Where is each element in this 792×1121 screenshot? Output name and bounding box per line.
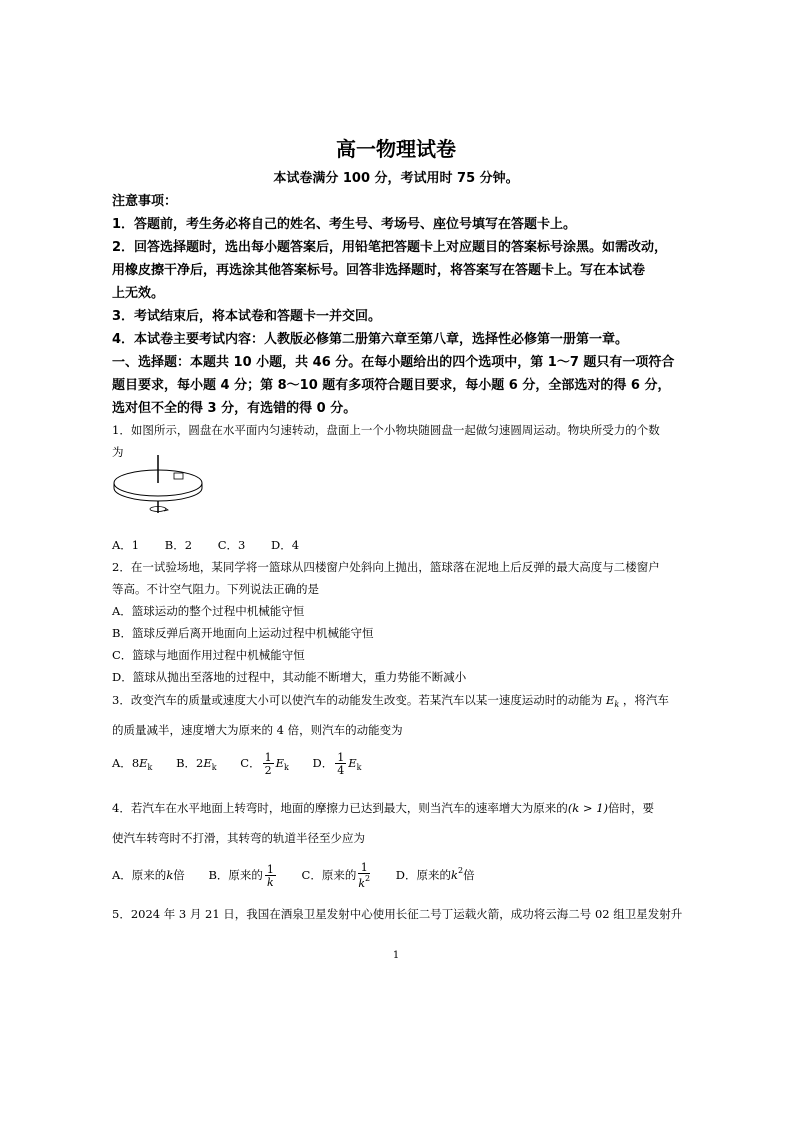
q1-choice-b[interactable]: B．2 [164,538,193,552]
note-2: 2．回答选择题时，选出每小题答案后，用铅笔把答题卡上对应题目的答案标号涂黑。如需改动， [112,240,668,255]
q4-choice-c[interactable]: C．原来的 $\frac{1}{k^2}$ [301,861,371,890]
q2-stem: 2．在一试验场地，某同学将一篮球从四楼窗户处斜向上抛出，篮球落在泥地上后反弹的最大高度与二楼窗户 [112,560,660,574]
section-heading: 一、选择题：本题共 10 小题，共 46 分。在每小题给出的四个选项中，第 1～7 题只有一项符合 [112,355,675,370]
page-title: 高一物理试卷 [336,137,456,161]
rotating-disk-figure [110,455,205,515]
note-3: 3．考试结束后，将本试卷和答题卡一并交回。 [112,309,382,324]
q2-choice-a[interactable]: A．篮球运动的整个过程中机械能守恒 [112,604,305,618]
q4-choice-b[interactable]: B．原来的 $\frac{1}{k}$ [208,862,274,889]
notes-heading: 注意事项： [112,194,178,209]
q1-stem-cont: 为 [112,445,124,459]
q3-choice-d[interactable]: D． $\frac{1}{4}$ $E_k$ [312,751,362,777]
q1-stem: 1．如图所示，圆盘在水平面内匀速转动，盘面上一个小物块随圆盘一起做匀速圆周运动。物块所受力的个数 [112,423,660,437]
note-2-end: 上无效。 [112,286,165,301]
q3-choices [112,752,362,776]
q5-stem: 5．2024 年 3 月 21 日，我国在酒泉卫星发射中心使用长征二号丁运载火箭，成功将云海二号 02 组卫星发射升 [112,907,683,921]
q2-choice-d[interactable]: D．篮球从抛出至落地的过程中，其动能不断增大，重力势能不断减小 [112,670,467,684]
exam-subtitle: 本试卷满分 100 分，考试用时 75 分钟。 [273,171,519,186]
q3-stem-b: ，将汽车 [622,693,669,707]
q1-choices [112,537,321,553]
section-heading-end: 选对但不全的得 3 分，有选错的得 0 分。 [112,401,357,416]
q3-stem [112,692,669,709]
q2-stem-cont: 等高。不计空气阻力。下列说法正确的是 [112,582,319,596]
note-4: 4．本试卷主要考试内容：人教版必修第二册第六章至第八章，选择性必修第一册第一章。 [112,332,629,347]
q4-stem: 4．若汽车在水平地面上转弯时，地面的摩擦力已达到最大，则当汽车的速率增大为原来的(k > 1)倍时，要 [112,801,655,815]
q4-choice-a[interactable]: A．原来的k倍 [112,867,185,882]
q3-ek-symbol: $E_k$ [605,693,620,709]
q1-choice-d[interactable]: D．4 [271,538,300,552]
q3-choice-a[interactable]: A．$8E_k$ [112,756,153,772]
q2-choice-b[interactable]: B．篮球反弹后离开地面向上运动过程中机械能守恒 [112,626,374,640]
q3-choice-b[interactable]: B．$2E_k$ [176,756,217,772]
q3-choice-c[interactable]: C． $\frac{1}{2}$ $E_k$ [240,751,289,777]
section-heading-cont: 题目要求，每小题 4 分；第 8～10 题有多项符合题目要求，每小题 6 分，全部选对的得 6 分， [112,378,671,393]
page-number: 1 [392,950,400,961]
q1-choice-c[interactable]: C．3 [217,538,246,552]
note-1: 1．答题前，考生务必将自己的姓名、考生号、考场号、座位号填写在答题卡上。 [112,217,577,232]
q4-stem-cont: 使汽车转弯时不打滑，其转弯的轨道半径至少应为 [112,831,365,845]
q1-choice-a[interactable]: A．1 [112,538,140,552]
q3-stem-a: 3．改变汽车的质量或速度大小可以使汽车的动能发生改变。若某汽车以某一速度运动时的动能为 [112,693,603,707]
q3-stem-cont: 的质量减半，速度增大为原来的 4 倍，则汽车的动能变为 [112,723,403,737]
q2-choice-c[interactable]: C．篮球与地面作用过程中机械能守恒 [112,648,305,662]
q4-choices [112,862,475,889]
note-2-cont: 用橡皮擦干净后，再选涂其他答案标号。回答非选择题时，将答案写在答题卡上。写在本试卷 [112,263,646,278]
q4-choice-d[interactable]: D．原来的$k^2$倍 [395,865,475,882]
